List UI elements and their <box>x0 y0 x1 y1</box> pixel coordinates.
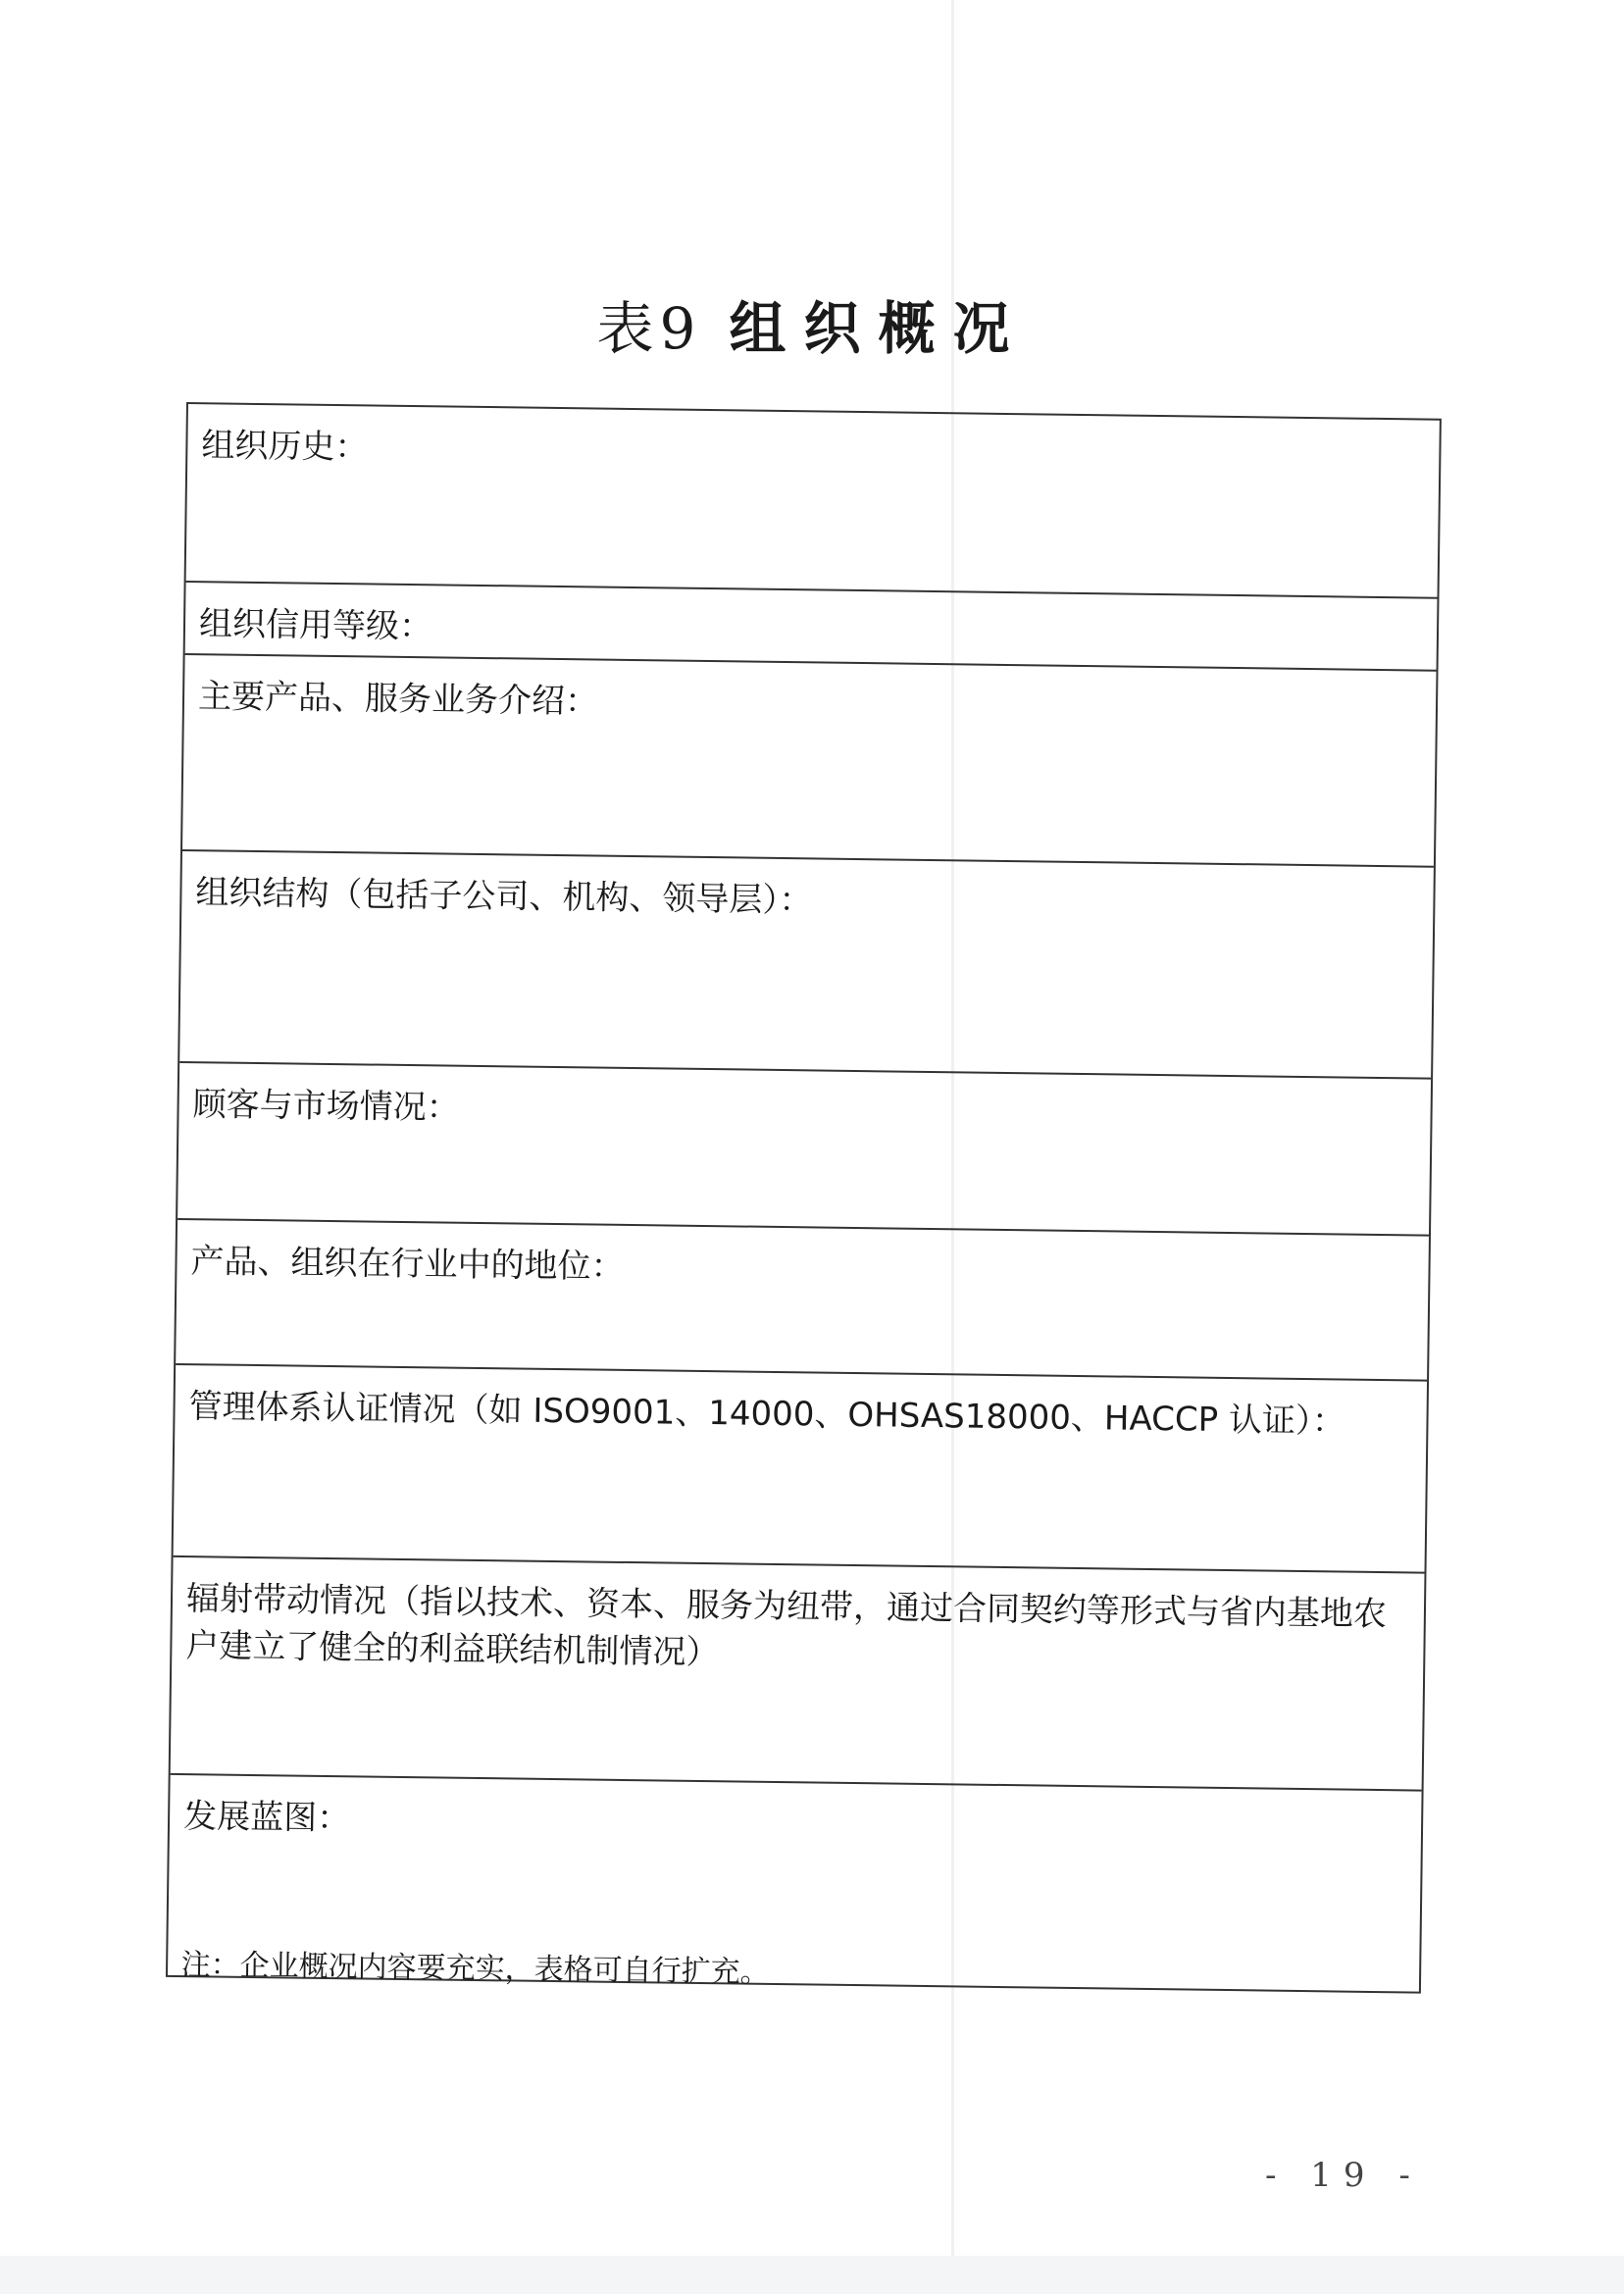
organization-overview-table <box>166 402 1442 1994</box>
row-label: 产品、组织在行业中的地位： <box>190 1242 625 1287</box>
row-label: 辐射带动情况（指以技术、资本、服务为纽带，通过合同契约等形式与省内基地农户建立了健全的利益联结机制情况） <box>185 1579 1388 1673</box>
row-label: 发展蓝图： <box>182 1797 351 1839</box>
table-title: 组织概况 <box>729 295 1028 362</box>
row-label: 组织结构（包括子公司、机构、领导层）： <box>195 873 813 921</box>
row-label: 组织历史： <box>201 426 369 468</box>
row-label: 管理体系认证情况（如 ISO9001、14000、OHSAS18000、HACCP 认证）： <box>188 1387 1346 1442</box>
row-organization-structure[interactable] <box>179 851 1434 1080</box>
row-label: 组织信用等级： <box>198 604 433 647</box>
row-industry-position[interactable] <box>176 1220 1429 1382</box>
row-organization-history[interactable] <box>186 404 1440 599</box>
row-management-certification[interactable] <box>174 1365 1427 1574</box>
form-wrapper <box>166 402 1442 1988</box>
row-products-services[interactable] <box>182 655 1437 868</box>
table-number: 表9 <box>596 295 702 362</box>
row-label: 主要产品、服务业务介绍： <box>197 677 599 722</box>
scan-edge-shadow <box>0 2256 1624 2294</box>
page-number: - 19 - <box>1265 2156 1422 2195</box>
table-note: 注：企业概况内容要充实，表格可自行扩充。 <box>180 1947 770 1990</box>
row-label: 顾客与市场情况： <box>192 1085 460 1128</box>
page-title <box>0 282 1624 365</box>
row-radiation-driving[interactable] <box>171 1557 1425 1792</box>
row-customers-market[interactable] <box>178 1063 1431 1237</box>
